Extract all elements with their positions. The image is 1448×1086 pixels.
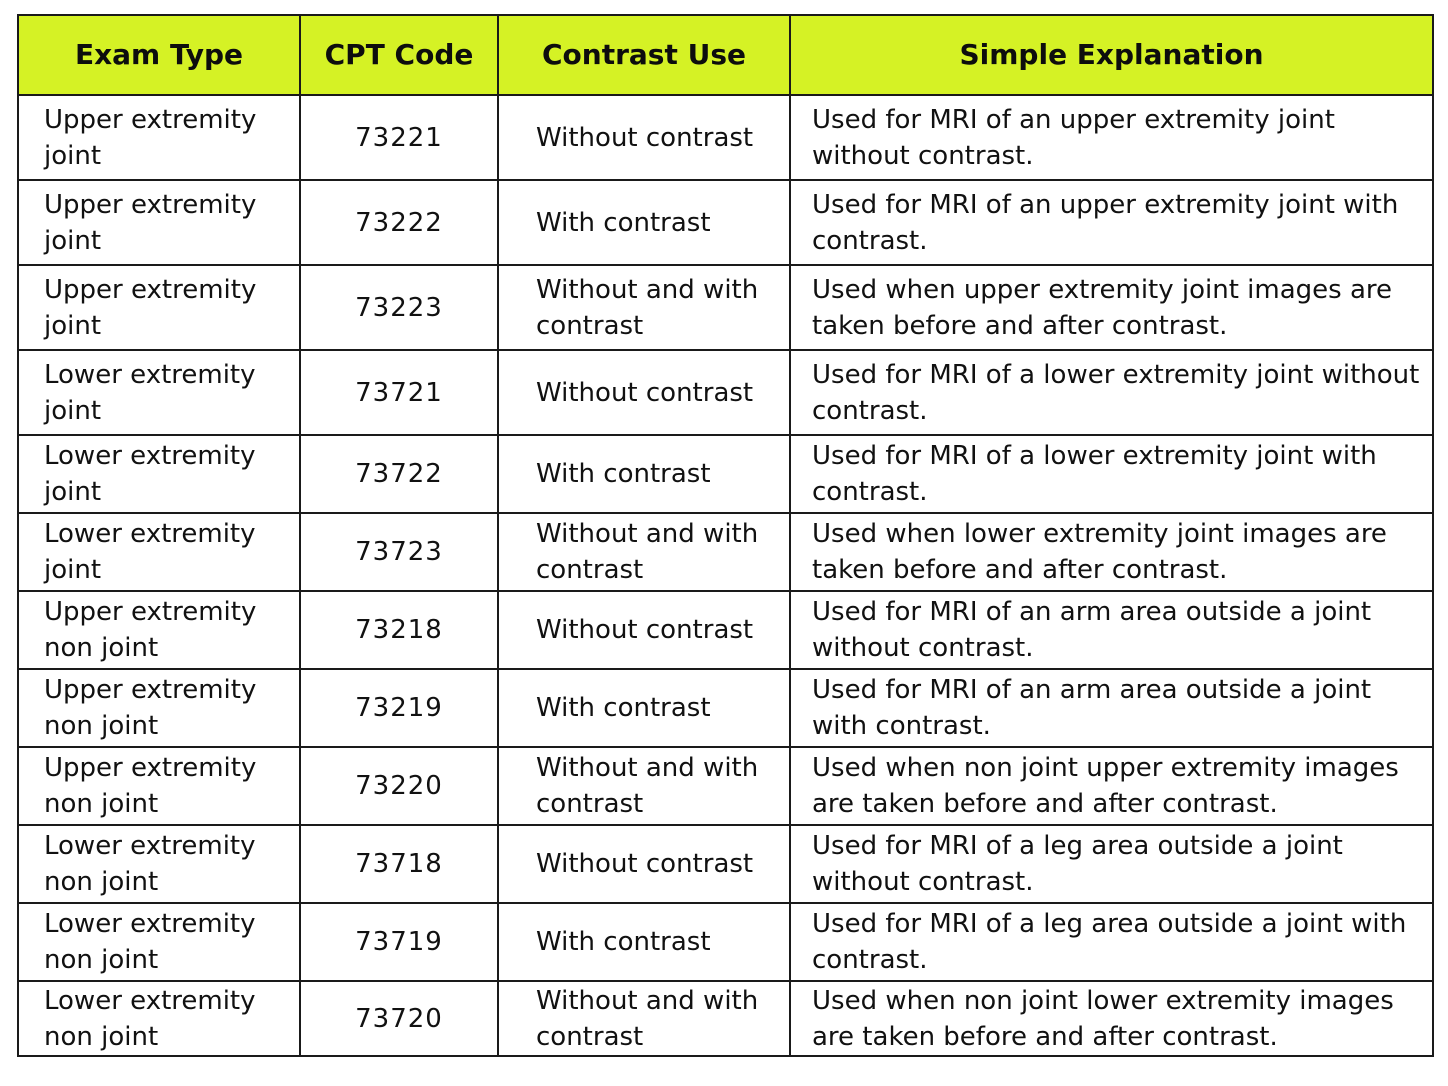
table-row — [18, 903, 1433, 981]
table-row — [18, 180, 1433, 265]
cpt-code-cell: 73721 — [300, 350, 498, 435]
explanation-cell: Used for MRI of an upper extremity joint without contrast. — [790, 95, 1433, 180]
exam-type-cell: Upper extremity non joint — [18, 669, 300, 747]
contrast-use-cell: Without contrast — [498, 825, 790, 903]
cpt-code-cell: 73718 — [300, 825, 498, 903]
contrast-use-cell: With contrast — [498, 903, 790, 981]
contrast-use-cell: With contrast — [498, 435, 790, 513]
exam-type-cell: Lower extremity non joint — [18, 981, 300, 1056]
table-body — [18, 95, 1433, 1056]
table-row — [18, 669, 1433, 747]
table-row — [18, 435, 1433, 513]
table-row — [18, 95, 1433, 180]
table-row — [18, 981, 1433, 1056]
header-contrast-use: Contrast Use — [498, 15, 790, 95]
cpt-code-cell: 73223 — [300, 265, 498, 350]
contrast-use-cell: Without contrast — [498, 591, 790, 669]
explanation-cell: Used for MRI of an upper extremity joint with contrast. — [790, 180, 1433, 265]
contrast-use-cell: With contrast — [498, 180, 790, 265]
cpt-code-cell: 73221 — [300, 95, 498, 180]
explanation-cell: Used for MRI of a leg area outside a joint with contrast. — [790, 903, 1433, 981]
header-cpt-code: CPT Code — [300, 15, 498, 95]
exam-type-cell: Lower extremity joint — [18, 350, 300, 435]
table-row — [18, 513, 1433, 591]
exam-type-cell: Lower extremity non joint — [18, 825, 300, 903]
table-row — [18, 265, 1433, 350]
explanation-cell: Used for MRI of an arm area outside a joint with contrast. — [790, 669, 1433, 747]
exam-type-cell: Upper extremity joint — [18, 180, 300, 265]
cpt-code-cell: 73719 — [300, 903, 498, 981]
exam-type-cell: Upper extremity non joint — [18, 591, 300, 669]
contrast-use-cell: With contrast — [498, 669, 790, 747]
explanation-cell: Used for MRI of a lower extremity joint with contrast. — [790, 435, 1433, 513]
cpt-code-cell: 73219 — [300, 669, 498, 747]
header-simple-explanation: Simple Explanation — [790, 15, 1433, 95]
explanation-cell: Used for MRI of an arm area outside a joint without contrast. — [790, 591, 1433, 669]
cpt-code-table-container — [17, 14, 1432, 1057]
explanation-cell: Used when non joint upper extremity images are taken before and after contrast. — [790, 747, 1433, 825]
contrast-use-cell: Without and with contrast — [498, 513, 790, 591]
table-row — [18, 591, 1433, 669]
table-header — [18, 15, 1433, 95]
table-row — [18, 825, 1433, 903]
explanation-cell: Used when non joint lower extremity images are taken before and after contrast. — [790, 981, 1433, 1056]
table-row — [18, 350, 1433, 435]
cpt-code-cell: 73723 — [300, 513, 498, 591]
explanation-cell: Used for MRI of a lower extremity joint without contrast. — [790, 350, 1433, 435]
header-exam-type: Exam Type — [18, 15, 300, 95]
table-row — [18, 747, 1433, 825]
exam-type-cell: Lower extremity joint — [18, 435, 300, 513]
explanation-cell: Used when upper extremity joint images are taken before and after contrast. — [790, 265, 1433, 350]
explanation-cell: Used for MRI of a leg area outside a joint without contrast. — [790, 825, 1433, 903]
contrast-use-cell: Without and with contrast — [498, 747, 790, 825]
cpt-code-cell: 73722 — [300, 435, 498, 513]
exam-type-cell: Upper extremity non joint — [18, 747, 300, 825]
cpt-code-cell: 73220 — [300, 747, 498, 825]
contrast-use-cell: Without contrast — [498, 95, 790, 180]
contrast-use-cell: Without contrast — [498, 350, 790, 435]
cpt-code-cell: 73222 — [300, 180, 498, 265]
header-row — [18, 15, 1433, 95]
exam-type-cell: Lower extremity joint — [18, 513, 300, 591]
cpt-code-table — [17, 14, 1434, 1057]
explanation-cell: Used when lower extremity joint images are taken before and after contrast. — [790, 513, 1433, 591]
exam-type-cell: Upper extremity joint — [18, 265, 300, 350]
contrast-use-cell: Without and with contrast — [498, 981, 790, 1056]
cpt-code-cell: 73720 — [300, 981, 498, 1056]
cpt-code-cell: 73218 — [300, 591, 498, 669]
contrast-use-cell: Without and with contrast — [498, 265, 790, 350]
exam-type-cell: Upper extremity joint — [18, 95, 300, 180]
exam-type-cell: Lower extremity non joint — [18, 903, 300, 981]
